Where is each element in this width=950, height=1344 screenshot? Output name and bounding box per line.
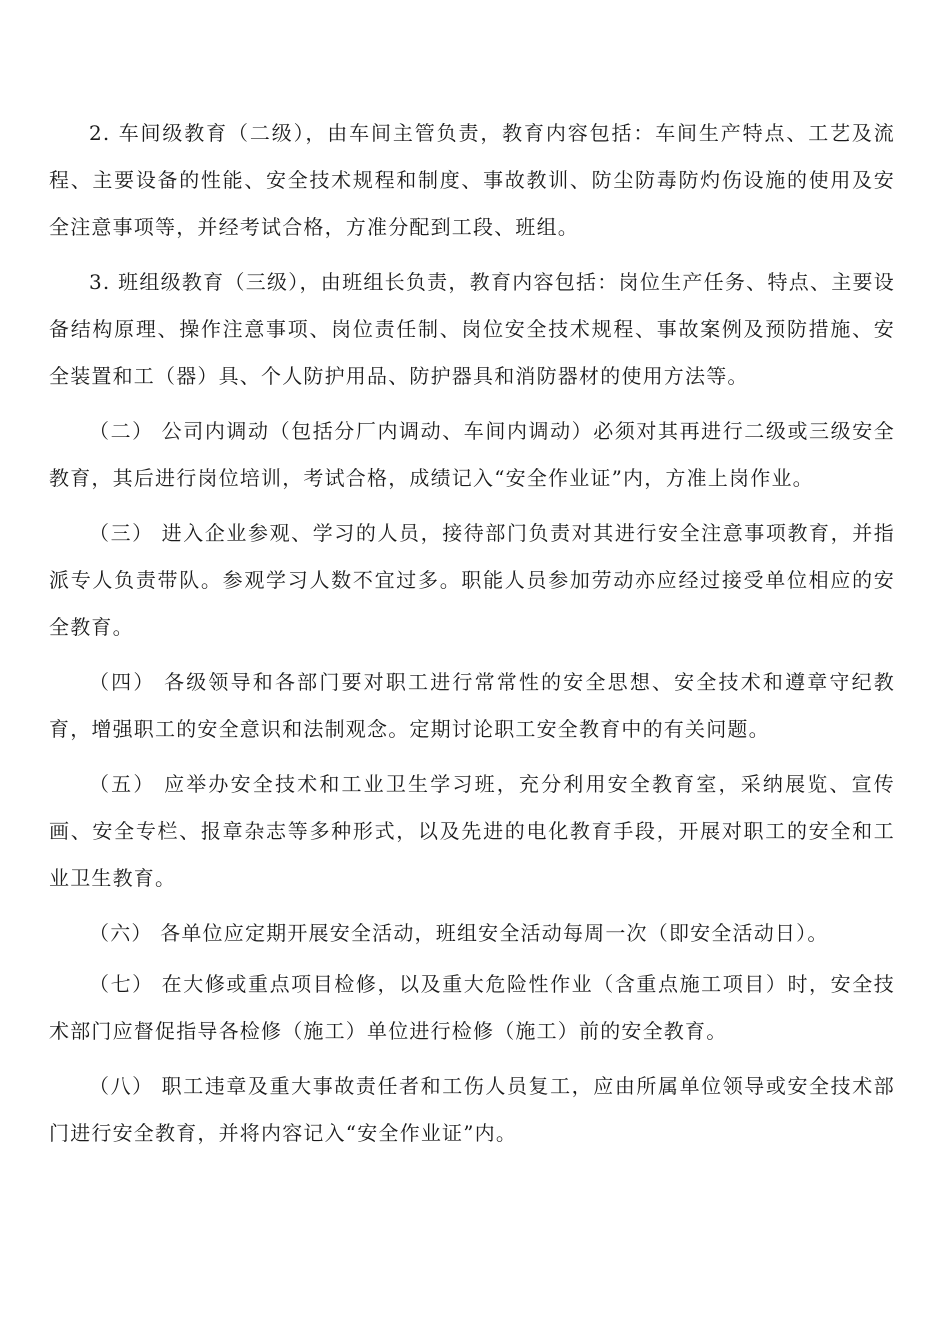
- paragraph-overhaul-education: （七） 在大修或重点项目检修，以及重大危险性作业（含重点施工项目）时，安全技术部门应督促指导各检修（施工）单位进行检修（施工）前的安全教育。: [49, 972, 895, 1043]
- paragraph-team-education: 3. 班组级教育（三级），由班组长负责，教育内容包括：岗位生产任务、特点、主要设备结构原理、操作注意事项、岗位责任制、岗位安全技术规程、事故案例及预防措施、安全装置和工（器）具、个人防护用品、防护器具和消防器材的使用方法等。: [49, 270, 895, 388]
- paragraph-training-classes: （五） 应举办安全技术和工业卫生学习班，充分利用安全教育室，采纳展览、宣传画、安全专栏、报章杂志等多种形式，以及先进的电化教育手段，开展对职工的安全和工业卫生教育。: [49, 772, 895, 890]
- paragraph-internal-transfer: （二） 公司内调动（包括分厂内调动、车间内调动）必须对其再进行二级或三级安全教育，其后进行岗位培训，考试合格，成绩记入“安全作业证”内，方准上岗作业。: [49, 419, 895, 490]
- paragraph-safety-activities: （六） 各单位应定期开展安全活动，班组安全活动每周一次（即安全活动日）。: [89, 921, 829, 945]
- paragraph-leaders-education: （四） 各级领导和各部门要对职工进行常常性的安全思想、安全技术和遵章守纪教育，增强职工的安全意识和法制观念。定期讨论职工安全教育中的有关问题。: [49, 670, 895, 741]
- document-page: [49, 110, 895, 1157]
- paragraph-return-to-work: （八） 职工违章及重大事故责任者和工伤人员复工，应由所属单位领导或安全技术部门进行安全教育，并将内容记入“安全作业证”内。: [49, 1074, 895, 1145]
- paragraph-visitors: （三） 进入企业参观、学习的人员，接待部门负责对其进行安全注意事项教育，并指派专人负责带队。参观学习人数不宜过多。职能人员参加劳动亦应经过接受单位相应的安全教育。: [49, 521, 895, 639]
- paragraph-workshop-education: 2. 车间级教育（二级），由车间主管负责，教育内容包括：车间生产特点、工艺及流程、主要设备的性能、安全技术规程和制度、事故教训、防尘防毒防灼伤设施的使用及安全注意事项等，并经考试合格，方准分配到工段、班组。: [49, 121, 895, 239]
